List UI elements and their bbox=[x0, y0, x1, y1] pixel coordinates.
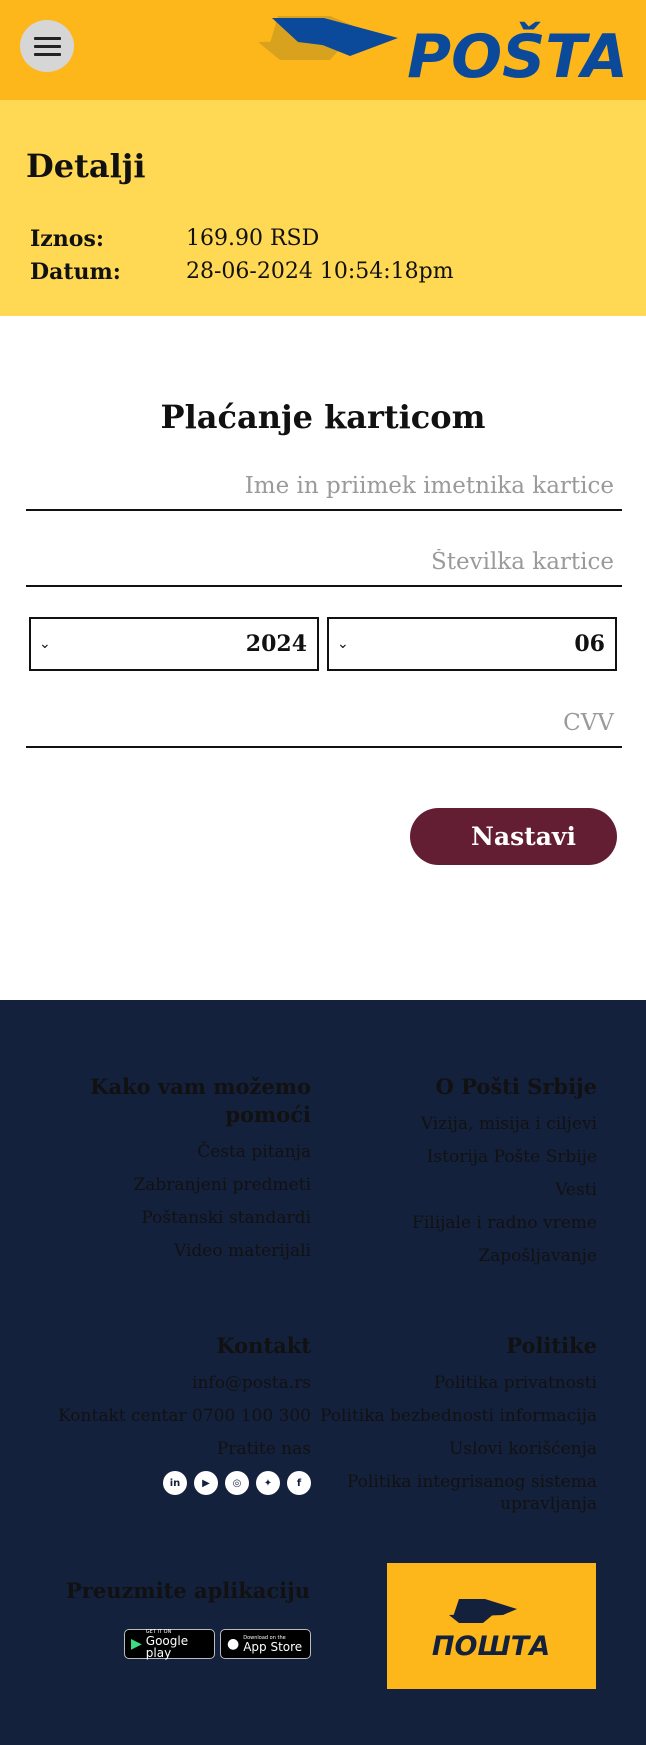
submit-button[interactable]: Nastavi bbox=[410, 808, 617, 865]
footer-logo[interactable] bbox=[387, 1563, 596, 1689]
menu-line bbox=[34, 45, 61, 48]
footer-logo-graphic bbox=[387, 1563, 596, 1689]
card-number-input[interactable] bbox=[26, 539, 622, 587]
follow-us-text: Pratite nas bbox=[216, 1439, 311, 1459]
expiry-month-select[interactable] bbox=[327, 617, 617, 671]
footer-logo-text: ПОШТА bbox=[431, 1631, 551, 1662]
expiry-month-value: 06 bbox=[574, 631, 605, 657]
social-icons bbox=[11, 1471, 311, 1495]
about-column bbox=[337, 1073, 597, 1278]
contact-email-link[interactable]: info@posta.rs bbox=[192, 1373, 311, 1393]
details-title: Detalji bbox=[26, 147, 146, 185]
apple-icon: ● bbox=[227, 1636, 240, 1652]
google-play-small-text: GET IT ON bbox=[145, 1628, 172, 1635]
payment-title: Plaćanje karticom bbox=[160, 398, 486, 436]
contact-center-text: Kontakt centar 0700 100 300 bbox=[58, 1406, 311, 1426]
amount-value: 169.90 RSD bbox=[186, 226, 320, 251]
footer-link-forbidden-items[interactable]: Zabranjeni predmeti bbox=[133, 1175, 311, 1195]
menu-line bbox=[34, 37, 61, 40]
instagram-icon[interactable]: ◎ bbox=[225, 1471, 249, 1495]
footer-link-news[interactable]: Vesti bbox=[555, 1180, 597, 1200]
date-value: 28-06-2024 10:54:18pm bbox=[186, 259, 454, 284]
cvv-input[interactable] bbox=[26, 700, 622, 748]
chevron-down-icon: ⌄ bbox=[39, 636, 51, 652]
help-title: Kako vam možemo pomoći bbox=[90, 1074, 311, 1127]
twitter-icon[interactable]: ✦ bbox=[256, 1471, 280, 1495]
footer-link-careers[interactable]: Zapošljavanje bbox=[478, 1246, 597, 1266]
chevron-down-icon: ⌄ bbox=[337, 636, 349, 652]
app-store-badge[interactable] bbox=[220, 1629, 311, 1659]
footer-link-history[interactable]: Istorija Pošte Srbije bbox=[426, 1147, 597, 1167]
apps-title: Preuzmite aplikaciju bbox=[65, 1578, 310, 1603]
footer-link-integrated-system[interactable]: Politika integrisanog sistema upravljanja bbox=[346, 1472, 597, 1514]
google-play-icon: ▶ bbox=[131, 1636, 142, 1652]
menu-line bbox=[34, 53, 61, 56]
google-play-text: Google play bbox=[145, 1633, 189, 1660]
date-label: Datum: bbox=[30, 259, 121, 285]
contact-column bbox=[11, 1332, 311, 1495]
about-title: O Pošti Srbije bbox=[435, 1074, 597, 1099]
app-store-text: App Store bbox=[243, 1639, 303, 1654]
footer-link-branches[interactable]: Filijale i radno vreme bbox=[412, 1213, 597, 1233]
footer-link-videos[interactable]: Video materijali bbox=[174, 1241, 311, 1261]
facebook-icon[interactable]: f bbox=[287, 1471, 311, 1495]
amount-label: Iznos: bbox=[30, 226, 104, 252]
policies-title: Politike bbox=[506, 1333, 597, 1358]
top-bar bbox=[0, 0, 646, 100]
footer-link-info-security[interactable]: Politika bezbednosti informacija bbox=[320, 1406, 597, 1426]
youtube-icon[interactable]: ▶ bbox=[194, 1471, 218, 1495]
footer-link-privacy[interactable]: Politika privatnosti bbox=[433, 1373, 597, 1393]
expiry-year-value: 2024 bbox=[245, 631, 307, 657]
footer-link-vision[interactable]: Vizija, misija i ciljevi bbox=[420, 1114, 597, 1134]
footer-link-faq[interactable]: Česta pitanja bbox=[197, 1142, 311, 1162]
contact-title: Kontakt bbox=[216, 1333, 311, 1358]
details-panel bbox=[0, 100, 646, 316]
expiry-year-select[interactable] bbox=[29, 617, 319, 671]
google-play-badge[interactable] bbox=[124, 1629, 215, 1659]
cardholder-name-input[interactable] bbox=[26, 463, 622, 511]
help-column bbox=[51, 1073, 311, 1273]
menu-button[interactable] bbox=[20, 20, 74, 72]
footer-link-postal-standards[interactable]: Poštanski standardi bbox=[141, 1208, 311, 1228]
footer-link-terms[interactable]: Uslovi korišćenja bbox=[449, 1439, 597, 1459]
logo-text: POŠTA bbox=[407, 22, 628, 84]
linkedin-icon[interactable]: in bbox=[163, 1471, 187, 1495]
policies-column bbox=[307, 1332, 597, 1526]
app-store-small-text: Download on the bbox=[243, 1634, 286, 1641]
posta-logo[interactable] bbox=[258, 12, 638, 84]
